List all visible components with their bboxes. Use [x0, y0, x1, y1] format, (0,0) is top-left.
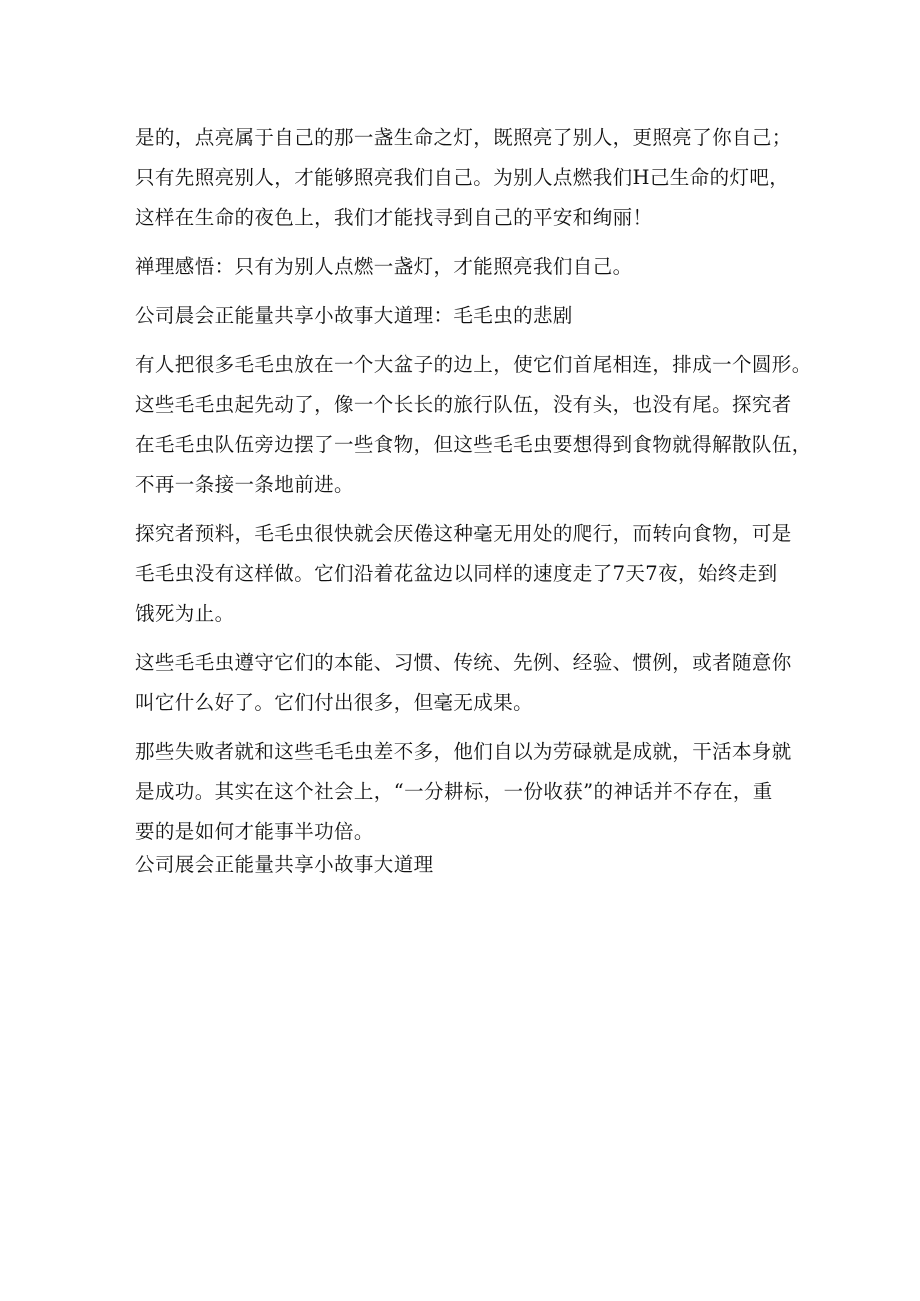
- closing-line: [135, 852, 795, 878]
- document-page: [135, 118, 812, 878]
- story-paragraph-1: [135, 345, 812, 505]
- text-line: 这些毛毛虫遵守它们的本能、习惯、传统、先例、经验、惯例，或者随意你: [135, 651, 792, 674]
- story-heading: 公司晨会正能量共享小故事大道理：毛毛虫的悲剧: [135, 304, 573, 327]
- story-title: [135, 296, 795, 336]
- story-paragraph-3: [135, 643, 795, 723]
- text-line: 禅理感悟：只有为别人点燃一盏灯，才能照亮我们自己。: [135, 255, 633, 278]
- text-line: 有人把很多毛毛虫放在一个大盆子的边上，使它们首尾相连，排成一个圆形。: [135, 353, 812, 376]
- text-line: 那些失败者就和这些毛毛虫差不多，他们自以为劳碌就是成就，干活本身就: [135, 740, 792, 763]
- story-paragraph-4: [135, 732, 795, 852]
- zen-insight: [135, 247, 795, 287]
- text-line: 公司展会正能量共享小故事大道理: [135, 853, 434, 876]
- text-line: 只有先照亮别人，才能够照亮我们自己。为别人点燃我们H己生命的灯吧，: [135, 166, 790, 189]
- intro-paragraph: [135, 118, 795, 238]
- text-line: 这些毛毛虫起先动了，像一个长长的旅行队伍，没有头，也没有尾。探究者: [135, 393, 792, 416]
- text-line: 探究者预料，毛毛虫很快就会厌倦这种毫无用处的爬行，而转向食物，可是: [135, 522, 792, 545]
- text-line: 毛毛虫没有这样做。它们沿着花盆边以同样的速度走了7天7夜，始终走到: [135, 562, 778, 585]
- text-line: 这样在生命的夜色上，我们才能找寻到自己的平安和绚丽！: [135, 206, 653, 229]
- text-line: 在毛毛虫队伍旁边摆了一些食物，但这些毛毛虫要想得到食物就得解散队伍，: [135, 433, 812, 456]
- text-line: 是成功。其实在这个社会上，“一分耕标，一份收获”的神话并不存在，重: [135, 780, 773, 803]
- text-line: 叫它什么好了。它们付出很多，但毫无成果。: [135, 691, 534, 714]
- text-line: 不再一条接一条地前进。: [135, 473, 354, 496]
- text-line: 饿死为止。: [135, 602, 235, 625]
- text-line: 要的是如何才能事半功倍。: [135, 820, 374, 843]
- text-line: 是的，点亮属于自己的那一盏生命之灯，既照亮了别人，更照亮了你自己；: [135, 126, 792, 149]
- story-paragraph-2: [135, 514, 795, 634]
